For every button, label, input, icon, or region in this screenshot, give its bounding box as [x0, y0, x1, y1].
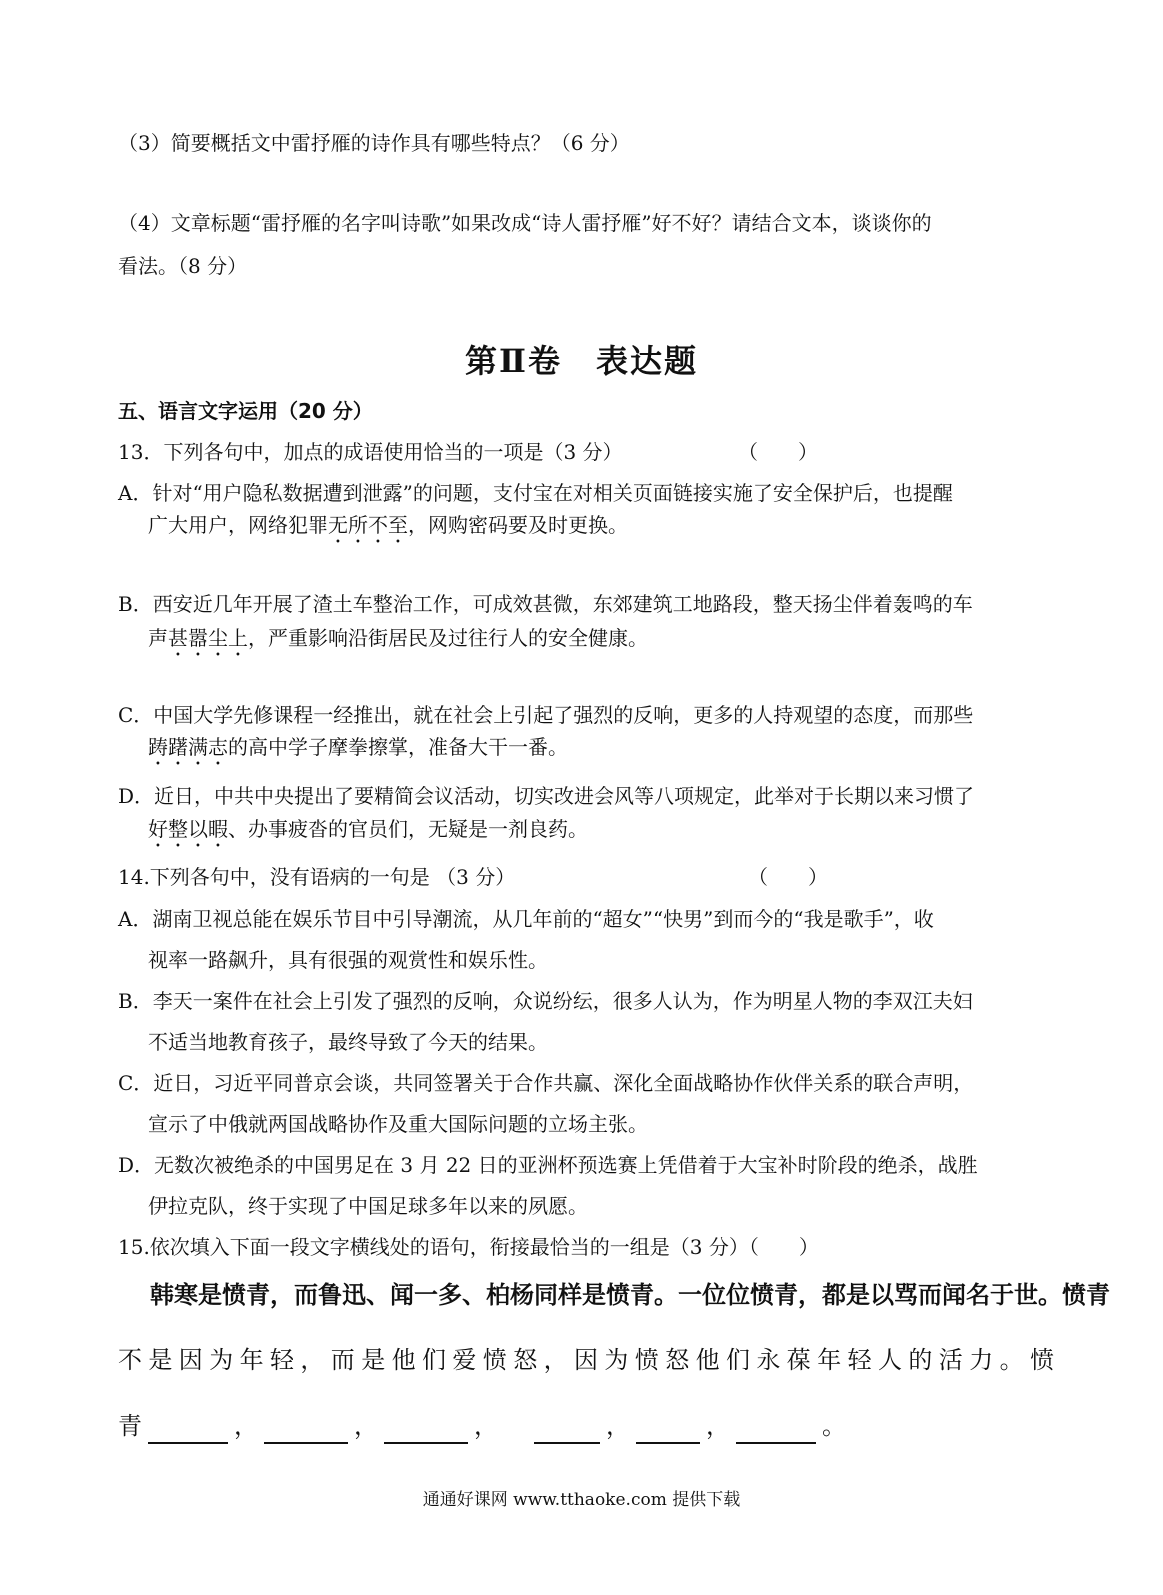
question-4-line-1: （4）文章标题“雷抒雁的名字叫诗歌”如果改成“诗人雷抒雁”好不好？请结合文本，谈谈你的 [118, 211, 932, 235]
q15-passage-line-2: 不是因为年轻，而是他们爱愤怒，因为愤怒他们永葆年轻人的活力。愤 [118, 1346, 1061, 1374]
fill-blank-1[interactable] [148, 1418, 228, 1444]
q13-c-text-post: 的高中学子摩拳擦掌，准备大干一番。 [228, 735, 568, 759]
q14-option-a-line-1: A．湖南卫视总能在娱乐节目中引导潮流，从几年前的“超女”“快男”到而今的“我是歌手”，收 [118, 907, 934, 931]
fill-blank-2[interactable] [264, 1418, 348, 1444]
q13-option-c-line-1: C．中国大学先修课程一经推出，就在社会上引起了强烈的反响，更多的人持观望的态度，而那些 [118, 703, 974, 727]
q15-comma-5: ， [706, 1412, 730, 1440]
q15-passage-line-3 [118, 1408, 1038, 1444]
section-5-heading: 五、语言文字运用（20 分） [118, 399, 373, 423]
q14-option-d-line-1: D．无数次被绝杀的中国男足在 3 月 22 日的亚洲杯预选赛上凭借着于大宝补时阶段的绝杀，战胜 [118, 1153, 978, 1177]
q13-option-b-line-2 [148, 623, 1068, 661]
q14-option-b-line-2: 不适当地教育孩子，最终导致了今天的结果。 [148, 1030, 548, 1054]
q13-option-b-line-1: B．西安近几年开展了渣土车整治工作，可成效甚微，东郊建筑工地路段，整天扬尘伴着轰鸣的车 [118, 592, 973, 616]
q14-option-d-line-2: 伊拉克队，终于实现了中国足球多年以来的夙愿。 [148, 1194, 588, 1218]
question-3: （3）简要概括文中雷抒雁的诗作具有哪些特点？（6 分） [118, 131, 630, 155]
footer-watermark-text: 通通好课网 www.tthaoke.com 提供下载 [422, 1490, 741, 1510]
q13-b-text-pre: 声 [148, 626, 168, 650]
question-13-text: 13．下列各句中，加点的成语使用恰当的一项是（3 分） [118, 440, 623, 464]
fill-blank-5[interactable] [636, 1418, 700, 1444]
q13-option-a-line-1: A．针对“用户隐私数据遭到泄露”的问题，支付宝在对相关页面链接实施了安全保护后，也提醒 [118, 481, 953, 505]
q13-b-text-post: ，严重影响沿街居民及过往行人的安全健康。 [248, 626, 648, 650]
q15-comma-2: ， [354, 1412, 378, 1440]
q13-b-dotted-idiom: 甚嚣尘上 [168, 626, 248, 650]
question-14-text: 14.下列各句中，没有语病的一句是 （3 分） [118, 865, 516, 889]
q15-line-3-start: 青 [118, 1412, 142, 1440]
q13-option-d-line-2 [148, 814, 1068, 852]
q15-passage-line-1: 韩寒是愤青，而鲁迅、闻一多、柏杨同样是愤青。一位位愤青，都是以骂而闻名于世。愤青 [150, 1280, 1110, 1309]
q13-option-a-line-2 [148, 510, 1068, 548]
q15-period: 。 [822, 1412, 846, 1440]
q15-comma-4: ， [606, 1412, 630, 1440]
q14-option-b-line-1: B．李天一案件在社会上引发了强烈的反响，众说纷纭，很多人认为，作为明星人物的李双江夫妇 [118, 989, 973, 1013]
question-15-stem: 15.依次填入下面一段文字横线处的语句，衔接最恰当的一组是（3 分）（ ） [118, 1235, 819, 1259]
q14-option-c-line-1: C．近日，习近平同普京会谈，共同签署关于合作共赢、深化全面战略协作伙伴关系的联合声明， [118, 1071, 974, 1095]
q13-d-dotted-idiom: 好整以暇 [148, 817, 228, 841]
q15-comma-1: ， [234, 1412, 258, 1440]
q13-option-c-line-2 [148, 732, 1068, 770]
q13-a-dotted-idiom: 无所不至 [328, 513, 408, 537]
q14-option-c-line-2: 宣示了中俄就两国战略协作及重大国际问题的立场主张。 [148, 1112, 648, 1136]
q15-comma-3: ， [474, 1412, 498, 1440]
fill-blank-3[interactable] [384, 1418, 468, 1444]
question-13-answer-paren: （ ） [738, 440, 818, 464]
q13-a-text-post: ，网购密码要及时更换。 [408, 513, 628, 537]
q14-option-a-line-2: 视率一路飙升，具有很强的观赏性和娱乐性。 [148, 948, 548, 972]
question-14-stem [118, 862, 1038, 892]
q13-c-dotted-idiom: 踌躇满志 [148, 735, 228, 759]
question-14-answer-paren: （ ） [748, 865, 828, 889]
q13-option-d-line-1: D．近日，中共中央提出了要精简会议活动，切实改进会风等八项规定，此举对于长期以来习惯了 [118, 784, 975, 808]
q13-a-text-pre: 广大用户，网络犯罪 [148, 513, 328, 537]
part-title: 第Ⅱ卷 表达题 [465, 342, 698, 380]
question-4-line-2: 看法。（8 分） [118, 254, 248, 278]
fill-blank-6[interactable] [736, 1418, 816, 1444]
fill-blank-4[interactable] [534, 1418, 600, 1444]
q13-d-text-post: 、办事疲沓的官员们，无疑是一剂良药。 [228, 817, 588, 841]
question-13-stem [118, 437, 1038, 467]
